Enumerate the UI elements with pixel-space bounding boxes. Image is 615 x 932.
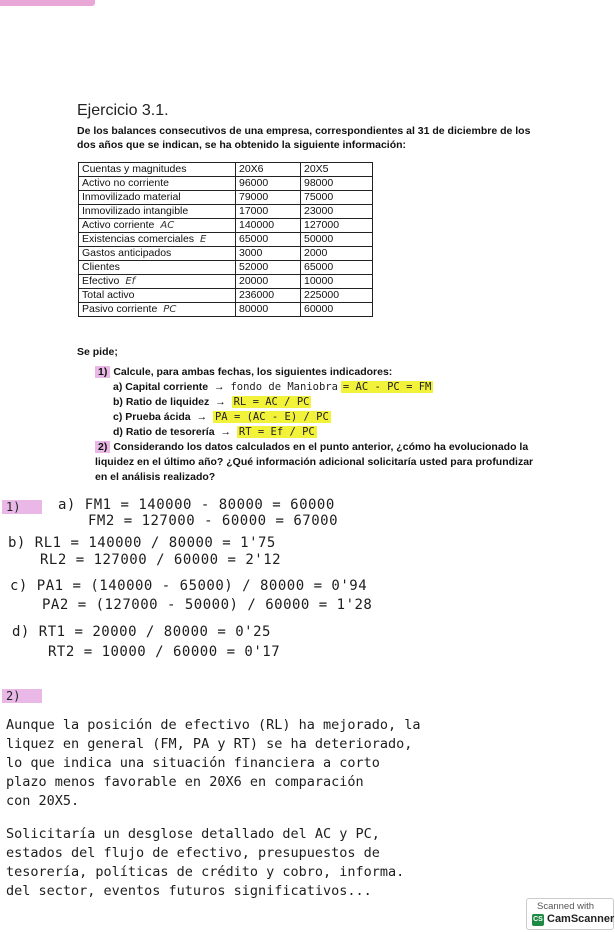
table-row — [79, 163, 373, 177]
highlighted-formula: RT = Ef / PC — [238, 426, 315, 438]
answer-line: liquez en general (FM, PA y RT) se ha deteriorado, — [6, 736, 413, 752]
table-row — [79, 289, 373, 303]
year-2-cell: 65000 — [301, 261, 373, 275]
handwritten-note: Ef — [125, 276, 136, 287]
year-1-cell: 140000 — [236, 219, 301, 233]
answer-line: Solicitaría un desglose detallado del AC y PC, — [6, 826, 380, 842]
se-pide-label: Se pide; — [77, 346, 118, 358]
handwritten-note: AC — [160, 220, 175, 231]
row-label-cell — [79, 177, 236, 191]
year-2-cell: 50000 — [301, 233, 373, 247]
year-2-cell: 23000 — [301, 205, 373, 219]
answer-b-line-2: RL2 = 127000 / 60000 = 2'12 — [40, 552, 282, 568]
answer-line: plazo menos favorable en 20X6 en comparación — [6, 774, 364, 790]
year-2-cell: 75000 — [301, 191, 373, 205]
balance-table — [78, 162, 373, 317]
question-1-number: 1) — [95, 366, 110, 378]
row-label: Gastos anticipados — [82, 247, 172, 259]
table-row — [79, 177, 373, 191]
question-1-text: Calcule, para ambas fechas, los siguientes indicadores: — [113, 366, 393, 378]
answer-d-line-1: d) RT1 = 20000 / 80000 = 0'25 — [12, 624, 271, 640]
year-1-cell: 79000 — [236, 191, 301, 205]
subquestion-text: Capital corriente — [125, 381, 209, 393]
row-label-cell — [79, 219, 236, 233]
row-label: Inmovilizado material — [82, 191, 181, 203]
subquestion-c — [113, 411, 331, 423]
answer-2-tag: 2) — [2, 689, 42, 703]
year-2-cell: 225000 — [301, 289, 373, 303]
row-label-cell — [79, 233, 236, 247]
answer-c-line-1: c) PA1 = (140000 - 65000) / 80000 = 0'94 — [10, 578, 368, 594]
row-label: Activo corriente — [82, 219, 155, 231]
table-row — [79, 233, 373, 247]
answer-c-line-2: PA2 = (127000 - 50000) / 60000 = 1'28 — [42, 597, 373, 613]
exercise-title: Ejercicio 3.1. — [77, 102, 169, 119]
year-2-cell: 2000 — [301, 247, 373, 261]
row-label-cell — [79, 247, 236, 261]
subquestion-letter: b) — [113, 396, 123, 408]
subquestion-text: Ratio de tesorería — [125, 426, 215, 438]
row-label: Activo no corriente — [82, 177, 169, 189]
row-label-cell — [79, 275, 236, 289]
highlighted-formula: = AC - PC = FM — [342, 381, 432, 393]
subquestion-text: Ratio de liquidez — [125, 396, 210, 408]
question-1 — [95, 366, 392, 378]
table-row — [79, 191, 373, 205]
table-row — [79, 219, 373, 233]
answer-line: del sector, eventos futuros significativos... — [6, 883, 372, 899]
subquestion-d — [113, 426, 317, 438]
row-label-cell — [79, 191, 236, 205]
subquestion-text: Prueba ácida — [125, 411, 191, 423]
subquestion-letter: c) — [113, 411, 123, 423]
subquestion-letter: d) — [113, 426, 123, 438]
row-label: Inmovilizado intangible — [82, 205, 189, 217]
year-2-cell: 10000 — [301, 275, 373, 289]
subquestion-b — [113, 396, 311, 408]
year-1-cell: 20X6 — [236, 163, 301, 177]
table-row — [79, 247, 373, 261]
answer-line: lo que indica una situación financiera a corto — [6, 755, 380, 771]
camscanner-logo-icon: CS — [532, 914, 544, 926]
row-label: Cuentas y magnitudes — [82, 163, 187, 175]
year-1-cell: 236000 — [236, 289, 301, 303]
row-label: Total activo — [82, 289, 135, 301]
year-1-cell: 65000 — [236, 233, 301, 247]
year-1-cell: 20000 — [236, 275, 301, 289]
answer-line: estados del flujo de efectivo, presupuestos de — [6, 845, 380, 861]
year-1-cell: 96000 — [236, 177, 301, 191]
row-label: Efectivo — [82, 275, 120, 287]
year-1-cell: 17000 — [236, 205, 301, 219]
row-label-cell — [79, 261, 236, 275]
answer-a-line-1: a) FM1 = 140000 - 80000 = 60000 — [58, 497, 335, 513]
year-2-cell: 20X5 — [301, 163, 373, 177]
row-label-cell — [79, 303, 236, 317]
answer-b-line-1: b) RL1 = 140000 / 80000 = 1'75 — [8, 535, 276, 551]
handwritten-note: E — [200, 234, 207, 245]
row-label: Existencias comerciales — [82, 233, 195, 245]
exercise-intro: De los balances consecutivos de una empresa, correspondientes al 31 de diciembre de los dos años que se indican, se ha obtenido la siguiente información: — [77, 125, 531, 151]
arrow-icon: → — [196, 411, 208, 423]
subquestion-a — [113, 381, 433, 393]
highlighted-formula: PA = (AC - E) / PC — [214, 411, 329, 423]
table-row — [79, 261, 373, 275]
camscanner-stamp — [526, 898, 614, 930]
year-1-cell: 80000 — [236, 303, 301, 317]
highlighted-formula: RL = AC / PC — [233, 396, 310, 408]
table-row — [79, 303, 373, 317]
year-2-cell: 60000 — [301, 303, 373, 317]
handwritten-note: fondo de Maniobra — [230, 381, 338, 393]
year-1-cell: 3000 — [236, 247, 301, 261]
row-label: Pasivo corriente — [82, 303, 158, 315]
answer-a-line-2: FM2 = 127000 - 60000 = 67000 — [88, 513, 339, 529]
answer-d-line-2: RT2 = 10000 / 60000 = 0'17 — [48, 644, 281, 660]
subquestion-letter: a) — [113, 381, 123, 393]
answer-line: tesorería, políticas de crédito y cobro, informa. — [6, 864, 405, 880]
table-row — [79, 205, 373, 219]
answer-line: con 20X5. — [6, 793, 80, 809]
arrow-icon: → — [215, 396, 226, 408]
arrow-icon: → — [214, 381, 225, 393]
year-1-cell: 52000 — [236, 261, 301, 275]
question-2-text: Considerando los datos calculados en el punto anterior, ¿cómo ha evolucionado la liquidez en el último año? ¿Qué información adicional solicitaría usted para profundizar en el análisis realizado? — [95, 441, 534, 483]
row-label-cell — [79, 205, 236, 219]
answer-2-text — [6, 716, 606, 901]
table-row — [79, 275, 373, 289]
year-2-cell: 98000 — [301, 177, 373, 191]
top-highlight-strip — [0, 0, 95, 6]
row-label-cell — [79, 163, 236, 177]
row-label: Clientes — [82, 261, 120, 273]
question-2 — [95, 440, 535, 485]
answer-1-tag: 1) — [2, 500, 42, 514]
year-2-cell: 127000 — [301, 219, 373, 233]
arrow-icon: → — [220, 426, 231, 438]
stamp-line-2: CamScanner — [547, 913, 615, 925]
handwritten-note: PC — [163, 304, 177, 315]
stamp-line-1: Scanned with — [537, 901, 595, 912]
question-2-number: 2) — [95, 441, 110, 453]
row-label-cell — [79, 289, 236, 303]
answer-gap — [6, 811, 606, 825]
answer-line: Aunque la posición de efectivo (RL) ha mejorado, la — [6, 717, 421, 733]
